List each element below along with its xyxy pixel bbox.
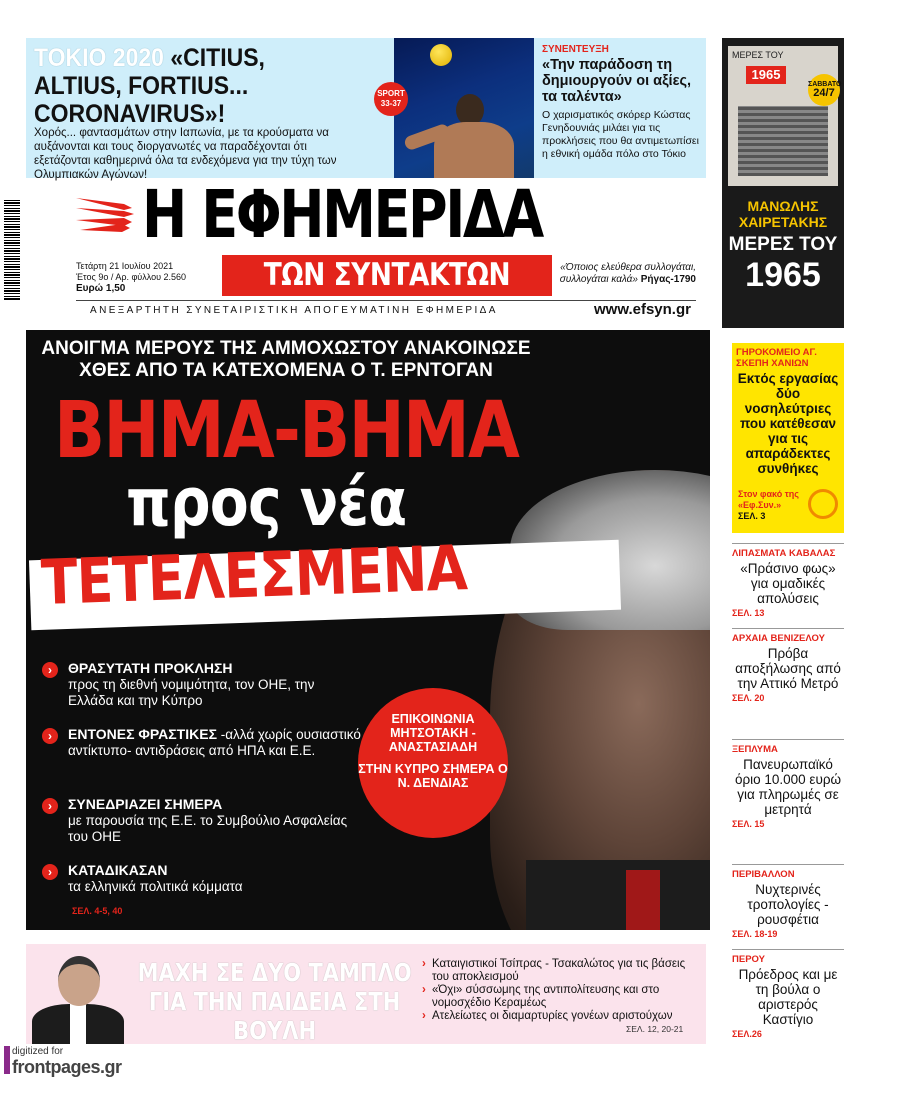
tsipras-portrait — [32, 954, 124, 1044]
education-pages: ΣΕΛ. 12, 20-21 — [626, 1024, 684, 1034]
book-title: ΜΕΡΕΣ ΤΟΥ — [728, 234, 838, 255]
interview-text: Ο χαρισματικός σκόρερ Κώστας Γενηδουνιάς μιλάει για τις προκλήσεις που θα αντιμετωπίσει η εθνική ομάδα πόλο στο Τόκιο — [542, 109, 699, 160]
masthead-issue-info — [76, 261, 218, 294]
watermark: digitized for frontpages.gr — [12, 1046, 122, 1077]
main-headline-2: προς νέα — [126, 464, 407, 541]
diplomacy-circle: ΕΠΙΚΟΙΝΩΝΙΑ ΜΗΤΣΟΤΑΚΗ - ΑΝΑΣΤΑΣΙΑΔΗ ΣΤΗΝ ΚΥΠΡΟ ΣΗΜΕΡΑ Ο Ν. ΔΕΝΔΙΑΣ — [358, 688, 508, 838]
education-list — [422, 958, 702, 1023]
main-bullet-2: › ΕΝΤΟΝΕΣ ΦΡΑΣΤΙΚΕΣ -αλλά χωρίς ουσιαστικό αντίκτυπο- αντιδράσεις από ΗΠΑ και Ε.Ε. — [42, 726, 362, 759]
education-story[interactable] — [26, 944, 706, 1044]
teaser-subtext: Χορός... φαντασμάτων στην Ιαπωνία, με τα κρούσματα να αυξάνονται και τους διοργανωτές να παραδέχονται ότι εξετάζονται καθημερινά όλα τα ενδεχόμενα για την τύχη των Ολυμπιακών Αγώνων! — [34, 127, 337, 181]
issue-date: Τετάρτη 21 Ιουλίου 2021 — [76, 261, 174, 271]
water-polo-photo — [394, 38, 534, 178]
main-bullet-1: › ΘΡΑΣΥΤΑΤΗ ΠΡΟΚΛΗΣΗ προς τη διεθνή νομιμότητα, τον ΟΗΕ, την Ελλάδα και την Κύπρο — [42, 660, 362, 709]
teaser-tokyo-label: ΤΟΚΙΟ 2020 — [34, 44, 164, 72]
interview-teaser[interactable] — [542, 44, 702, 161]
magnifier-icon — [808, 489, 838, 519]
teaser-banner[interactable] — [26, 38, 706, 181]
masthead-quote: «Όποιος ελεύθερα συλλογάται, συλλογάται καλά» Ρήγας-1790 — [559, 262, 696, 285]
main-headline-3: ΤΕΤΕΛΕΣΜΕΝΑ — [40, 531, 468, 619]
sidebar-story-4[interactable]: ΠΕΡΙΒΑΛΛΟΝ Νυχτερινές τροπολογίες - ρουσφέτια ΣΕΛ. 18-19 — [732, 864, 844, 939]
sidebar-story-2[interactable]: ΑΡΧΑΙΑ ΒΕΝΙΖΕΛΟΥ Πρόβα αποξήλωσης από την Αττικό Μετρό ΣΕΛ. 20 — [732, 628, 844, 703]
masthead-subtitle: ΤΩΝ ΣΥΝΤΑΚΤΩΝ — [222, 255, 552, 296]
teaser-title: «CITIUS, ALTIUS, FORTIUS... CORONAVIRUS»! — [34, 44, 265, 128]
quote-author: Ρήγας-1790 — [640, 274, 696, 285]
masthead-title[interactable]: Η ΕΦΗΜΕΡΙΔΑ — [142, 176, 542, 253]
chevron-right-icon: › — [42, 864, 58, 880]
sport-badge: SPORT 33-37 — [374, 82, 408, 116]
book-cover-image: ΜΕΡΕΣ ΤΟΥ 1965 — [728, 46, 838, 186]
sidebar-story-5[interactable]: ΠΕΡΟΥ Πρόεδρος και με τη βούλα ο αριστερός Καστίγιο ΣΕΛ.26 — [732, 949, 844, 1039]
issue-price: Ευρώ 1,50 — [76, 283, 126, 294]
interview-title: «Την παράδοση τη δημιουργούν οι αξίες, τα ταλέντα» — [542, 57, 692, 105]
list-item: › Ατελείωτες οι διαμαρτυρίες γονέων αριστούχων — [422, 1010, 702, 1023]
highlight-kicker: ΓΗΡΟΚΟΜΕΙΟ ΑΓ. ΣΚΕΠΗ ΧΑΝΙΩΝ — [736, 347, 817, 369]
chevron-right-icon: › — [42, 662, 58, 678]
book-promo[interactable] — [722, 38, 844, 328]
highlight-ref: Στον φακό της «Εφ.Συν.» ΣΕΛ. 3 — [738, 489, 799, 521]
main-bullet-4: › ΚΑΤΑΔΙΚΑΣΑΝ τα ελληνικά πολιτικά κόμματα — [42, 862, 362, 895]
book-author: ΜΑΝΩΛΗΣ ΧΑΙΡΕΤΑΚΗΣ — [738, 198, 828, 230]
teaser-headline — [34, 44, 347, 128]
sidebar-story-3[interactable]: ΞΕΠΛΥΜΑ Πανευρωπαϊκό όριο 10.000 ευρώ για πληρωμές σε μετρητά ΣΕΛ. 15 — [732, 739, 844, 829]
barcode — [4, 200, 20, 300]
book-date-badge: ΣΑΒΒΑΤΟ 24/7 — [808, 74, 840, 106]
chevron-right-icon: › — [42, 728, 58, 744]
highlight-text: Εκτός εργασίας δύο νοσηλεύτριες που κατέθεσαν για τις απαράδεκτες συνθήκες — [737, 371, 839, 476]
book-year: 1965 — [745, 256, 821, 294]
main-headline-1: ΒΗΜΑ-ΒΗΜΑ — [54, 386, 519, 476]
main-bullet-3: › ΣΥΝΕΔΡΙΑΖΕΙ ΣΗΜΕΡΑ με παρουσία της Ε.Ε. το Συμβούλιο Ασφαλείας του ΟΗΕ — [42, 796, 362, 845]
sidebar-story-1[interactable]: ΛΙΠΑΣΜΑΤΑ ΚΑΒΑΛΑΣ «Πράσινο φως» για ομαδικές απολύσεις ΣΕΛ. 13 — [732, 543, 844, 618]
chevron-right-icon: › — [42, 798, 58, 814]
main-pages: ΣΕΛ. 4-5, 40 — [72, 906, 123, 916]
main-story[interactable] — [26, 330, 710, 930]
list-item: › «Όχι» σύσσωμης της αντιπολίτευσης και στο νομοσχέδιο Κεραμέως — [422, 984, 702, 1010]
main-kicker: ΑΝΟΙΓΜΑ ΜΕΡΟΥΣ ΤΗΣ ΑΜΜΟΧΩΣΤΟΥ ΑΝΑΚΟΙΝΩΣΕ ΧΘΕΣ ΑΠΟ ΤΑ ΚΑΤΕΧΟΜΕΝΑ Ο Τ. ΕΡΝΤΟΓΑΝ — [41, 338, 531, 381]
pen-nib-logo-icon — [76, 194, 136, 234]
website-link[interactable]: www.efsyn.gr — [594, 301, 691, 318]
interview-kicker: ΣΥΝΕΝΤΕΥΞΗ — [542, 44, 609, 55]
sidebar-highlight[interactable] — [732, 343, 844, 533]
masthead-tagline: ΑΝΕΞΑΡΤΗΤΗ ΣΥΝΕΤΑΙΡΙΣΤΙΚΗ ΑΠΟΓΕΥΜΑΤΙΝΗ ΕΦΗΜΕΡΙΔΑ — [90, 305, 498, 316]
education-title: ΜΑΧΗ ΣΕ ΔΥΟ ΤΑΜΠΛΟ ΓΙΑ ΤΗΝ ΠΑΙΔΕΙΑ ΣΤΗ ΒΟΥΛΗ — [137, 958, 412, 1044]
list-item: › Καταιγιστικοί Τσίπρας - Τσακαλώτος για τις βάσεις του αποκλεισμού — [422, 958, 702, 984]
issue-number: Έτος 9ο / Αρ. φύλλου 2.560 — [76, 272, 187, 282]
